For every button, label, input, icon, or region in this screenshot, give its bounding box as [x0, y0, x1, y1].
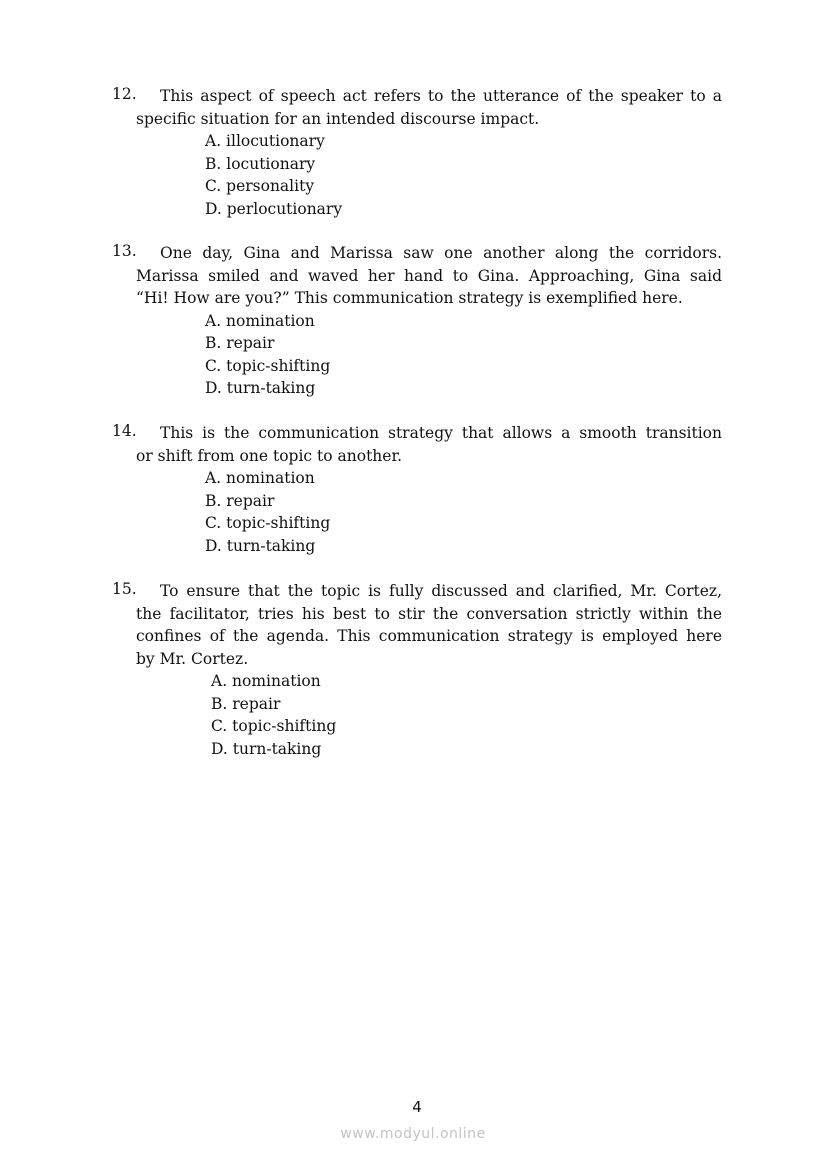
options-list [205, 310, 722, 400]
question-number: 15. [112, 580, 137, 598]
option-c: C. topic-shifting [205, 356, 331, 375]
stem-line: the facilitator, tries his best to stir the conversation strictly within the [136, 604, 722, 623]
stem-line: One day, Gina and Marissa saw one another along the corridors. [160, 244, 722, 262]
question-15 [112, 580, 722, 760]
question-stem [136, 85, 722, 130]
question-12 [112, 85, 722, 220]
stem-line: “Hi! How are you?” This communication strategy is exemplified here. [136, 289, 683, 307]
stem-line: This is the communication strategy that allows a smooth transition [160, 424, 722, 442]
option-b: B. repair [205, 334, 275, 352]
option-c: C. topic-shifting [205, 514, 331, 532]
question-stem [136, 422, 722, 467]
option-a: A. nomination [205, 311, 315, 330]
stem-line: specific situation for an intended discourse impact. [136, 109, 540, 128]
question-stem [136, 242, 722, 310]
question-number: 12. [112, 85, 137, 103]
question-14 [112, 422, 722, 557]
option-d: D. turn-taking [205, 536, 316, 555]
stem-line: by Mr. Cortez. [136, 649, 249, 668]
stem-line: Marissa smiled and waved her hand to Gina. Approaching, Gina said [136, 266, 722, 285]
option-d: D. perlocutionary [205, 199, 343, 218]
option-c: C. personality [205, 177, 315, 195]
option-d: D. turn-taking [211, 739, 322, 758]
watermark: www.modyul.online [340, 1126, 486, 1142]
question-number: 14. [112, 422, 137, 440]
option-b: B. repair [211, 694, 281, 713]
option-a: A. illocutionary [205, 132, 325, 150]
option-b: B. repair [205, 491, 275, 510]
question-number: 13. [112, 242, 137, 260]
question-stem [136, 580, 722, 670]
question-13 [112, 242, 722, 400]
option-a: A. nomination [205, 469, 315, 487]
stem-line: or shift from one topic to another. [136, 446, 403, 465]
options-list [211, 670, 722, 760]
option-d: D. turn-taking [205, 379, 316, 397]
stem-line: confines of the agenda. This communication strategy is employed here [136, 627, 722, 645]
option-a: A. nomination [211, 672, 321, 690]
option-c: C. topic-shifting [211, 717, 337, 735]
option-b: B. locutionary [205, 154, 316, 173]
page-number: 4 [412, 1098, 422, 1116]
stem-line: This aspect of speech act refers to the utterance of the speaker to a [160, 87, 722, 105]
options-list [205, 130, 722, 220]
stem-line: To ensure that the topic is fully discussed and clarified, Mr. Cortez, [160, 582, 722, 600]
options-list [205, 467, 722, 557]
